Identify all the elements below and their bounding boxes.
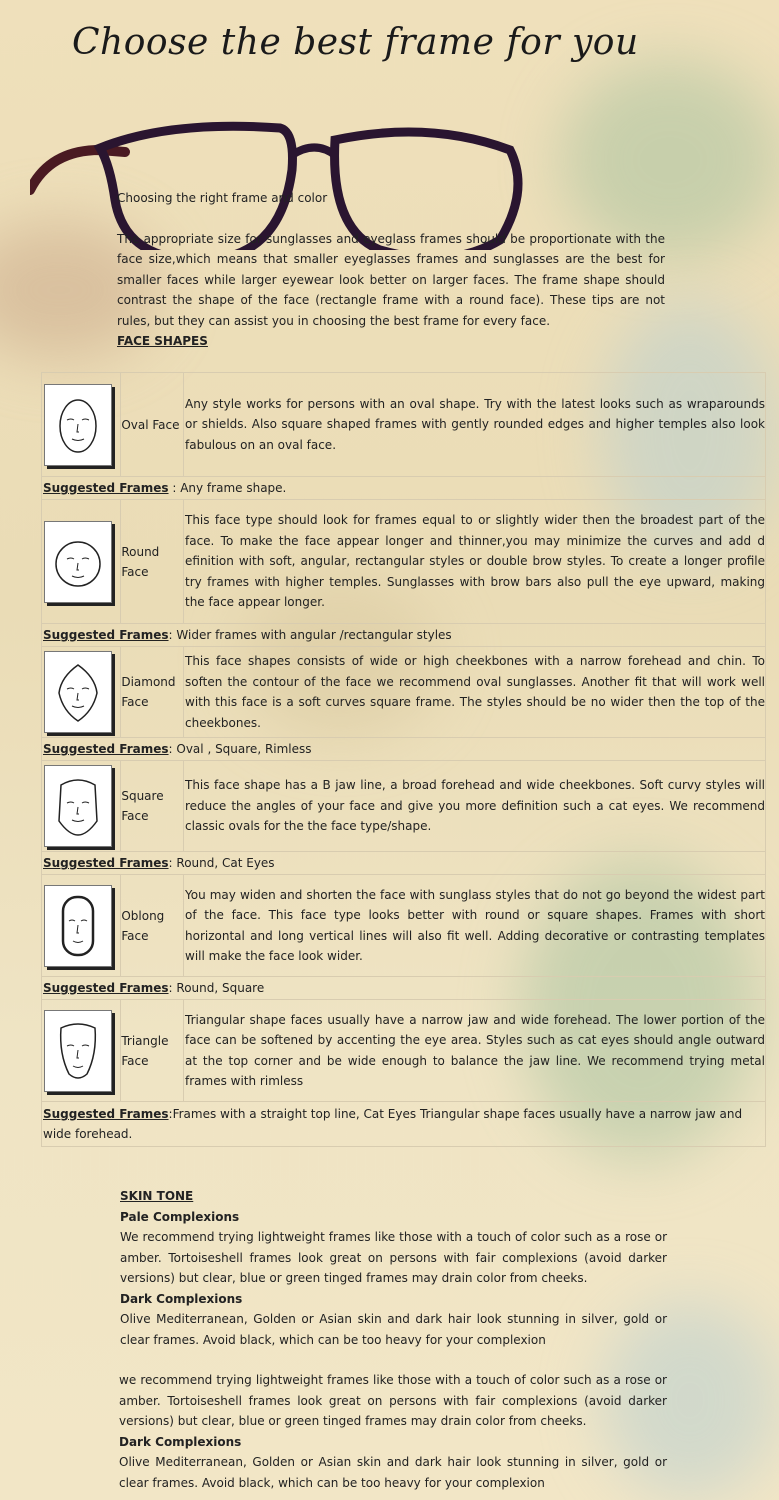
skin-tone-section bbox=[120, 1186, 667, 1350]
suggested-frames-row bbox=[42, 852, 766, 875]
oblong-face-icon bbox=[44, 885, 112, 967]
square-face-icon bbox=[44, 765, 112, 847]
suggested-frames-row bbox=[42, 477, 766, 500]
suggested-frames-value: : Round, Square bbox=[168, 981, 265, 995]
face-image-cell bbox=[42, 647, 121, 738]
table-row bbox=[42, 647, 766, 738]
suggested-frames-value: :Frames with a straight top line, Cat Eyes Triangular shape faces usually have a narrow jaw and wide forehead. bbox=[43, 1107, 743, 1141]
triangle-face-icon bbox=[44, 1010, 112, 1092]
intro-lead: Choosing the right frame and color bbox=[117, 191, 328, 205]
dark-complexions-title: Dark Complexions bbox=[120, 1291, 243, 1306]
face-image-cell bbox=[42, 761, 121, 852]
face-image-cell bbox=[42, 373, 121, 477]
face-name: Triangle Face bbox=[121, 1000, 184, 1102]
page-title: Choose the best frame for you bbox=[72, 22, 639, 63]
face-name: Oval Face bbox=[121, 373, 184, 477]
dark-complexions-body: Olive Mediterranean, Golden or Asian skin and dark hair look stunning in silver, gold or clear frames. Avoid black, which can be too heavy for your complexion bbox=[120, 1312, 667, 1347]
suggested-frames-value: : Round, Cat Eyes bbox=[168, 856, 275, 870]
oval-face-icon bbox=[44, 384, 112, 466]
suggested-frames-label: Suggested Frames bbox=[43, 856, 169, 870]
table-row bbox=[42, 1000, 766, 1102]
suggested-frames-row bbox=[42, 977, 766, 1000]
round-face-icon bbox=[44, 521, 112, 603]
dark-complexions-title-repeat: Dark Complexions bbox=[119, 1434, 242, 1449]
suggested-frames-row bbox=[42, 1102, 766, 1147]
face-description: Triangular shape faces usually have a narrow jaw and wide forehead. The lower portion of the face can be softened by accenting the eye area. Styles such as cat eyes should angle outward at the top corner and be wide enough to balance the jaw line. We recommend trying metal frames with rimless bbox=[184, 1000, 766, 1102]
face-image-cell bbox=[42, 1000, 121, 1102]
diamond-face-icon bbox=[44, 651, 112, 733]
suggested-frames-label: Suggested Frames bbox=[43, 1107, 169, 1121]
face-description: Any style works for persons with an oval shape. Try with the latest looks such as wraparounds or shields. Also square shaped frames with gently rounded edges and higher temples also look fabulous on an oval face. bbox=[184, 373, 766, 477]
suggested-frames-value: : Oval , Square, Rimless bbox=[168, 742, 312, 756]
face-name: Diamond Face bbox=[121, 647, 184, 738]
suggested-frames-row bbox=[42, 738, 766, 761]
face-name: Round Face bbox=[121, 500, 184, 624]
intro-section bbox=[117, 188, 665, 352]
face-shapes-table bbox=[41, 372, 766, 1147]
suggested-frames-row bbox=[42, 624, 766, 647]
suggested-frames-label: Suggested Frames bbox=[43, 742, 169, 756]
table-row bbox=[42, 373, 766, 477]
dark-complexions-body-repeat: Olive Mediterranean, Golden or Asian skin and dark hair look stunning in silver, gold or clear frames. Avoid black, which can be too heavy for your complexion bbox=[119, 1455, 667, 1490]
suggested-frames-label: Suggested Frames bbox=[43, 628, 169, 642]
pale-complexions-body-repeat: we recommend trying lightweight frames like those with a touch of color such as a rose or amber. Tortoiseshell frames look great on persons with fair complexions (avoid darker versions) but clear, blue or green tinged frames may drain color from cheeks. bbox=[119, 1373, 667, 1428]
face-description: This face shape has a B jaw line, a broad forehead and wide cheekbones. Soft curvy styles will reduce the angles of your face and give you more definition such a cat eyes. We recommend classic ovals for the the face type/shape. bbox=[184, 761, 766, 852]
face-description: This face shapes consists of wide or high cheekbones with a narrow forehead and chin. To soften the contour of the face we recommend oval sunglasses. Another fit that will work well with this face is a soft curves square frame. The styles should be no wider then the top of the cheekbones. bbox=[184, 647, 766, 738]
table-row bbox=[42, 500, 766, 624]
suggested-frames-label: Suggested Frames bbox=[43, 481, 169, 495]
face-image-cell bbox=[42, 500, 121, 624]
face-description: This face type should look for frames equal to or slightly wider then the broadest part of the face. To make the face appear longer and thinner,you may minimize the curves and add d efinition with soft, angular, rectangular styles or double brow styles. To create a longer profile try frames with higher temples. Sunglasses with brow bars also pull the eye upward, making the face appear longer. bbox=[184, 500, 766, 624]
intro-body: The appropriate size for sunglasses and eyeglass frames should be proportionate with the face size,which means that smaller eyeglasses frames and sunglasses are the best for smaller faces while larger eyewear look better on larger faces. The frame shape should contrast the shape of the face (rectangle frame with a round face). These tips are not rules, but they can assist you in choosing the best frame for every face. bbox=[117, 231, 665, 328]
table-row bbox=[42, 875, 766, 977]
face-image-cell bbox=[42, 875, 121, 977]
face-description: You may widen and shorten the face with sunglass styles that do not go beyond the widest part of the face. This face type looks better with round or square shapes. Frames with short horizontal and long vertical lines will also fit well. Adding decorative or contrasting templates will make the face look wider. bbox=[184, 875, 766, 977]
table-row bbox=[42, 761, 766, 852]
face-name: Square Face bbox=[121, 761, 184, 852]
pale-complexions-body: We recommend trying lightweight frames like those with a touch of color such as a rose or amber. Tortoiseshell frames look great on persons with fair complexions (avoid darker versions) but clear, blue or green tinged frames may drain color from cheeks. bbox=[120, 1230, 667, 1285]
skin-tone-repeat-section bbox=[119, 1370, 667, 1493]
pale-complexions-title: Pale Complexions bbox=[120, 1209, 240, 1224]
suggested-frames-label: Suggested Frames bbox=[43, 981, 169, 995]
face-shapes-heading: FACE SHAPES bbox=[117, 334, 208, 348]
skin-tone-heading: SKIN TONE bbox=[120, 1189, 194, 1203]
face-name: Oblong Face bbox=[121, 875, 184, 977]
suggested-frames-value: : Wider frames with angular /rectangular styles bbox=[168, 628, 452, 642]
suggested-frames-value: : Any frame shape. bbox=[168, 481, 287, 495]
